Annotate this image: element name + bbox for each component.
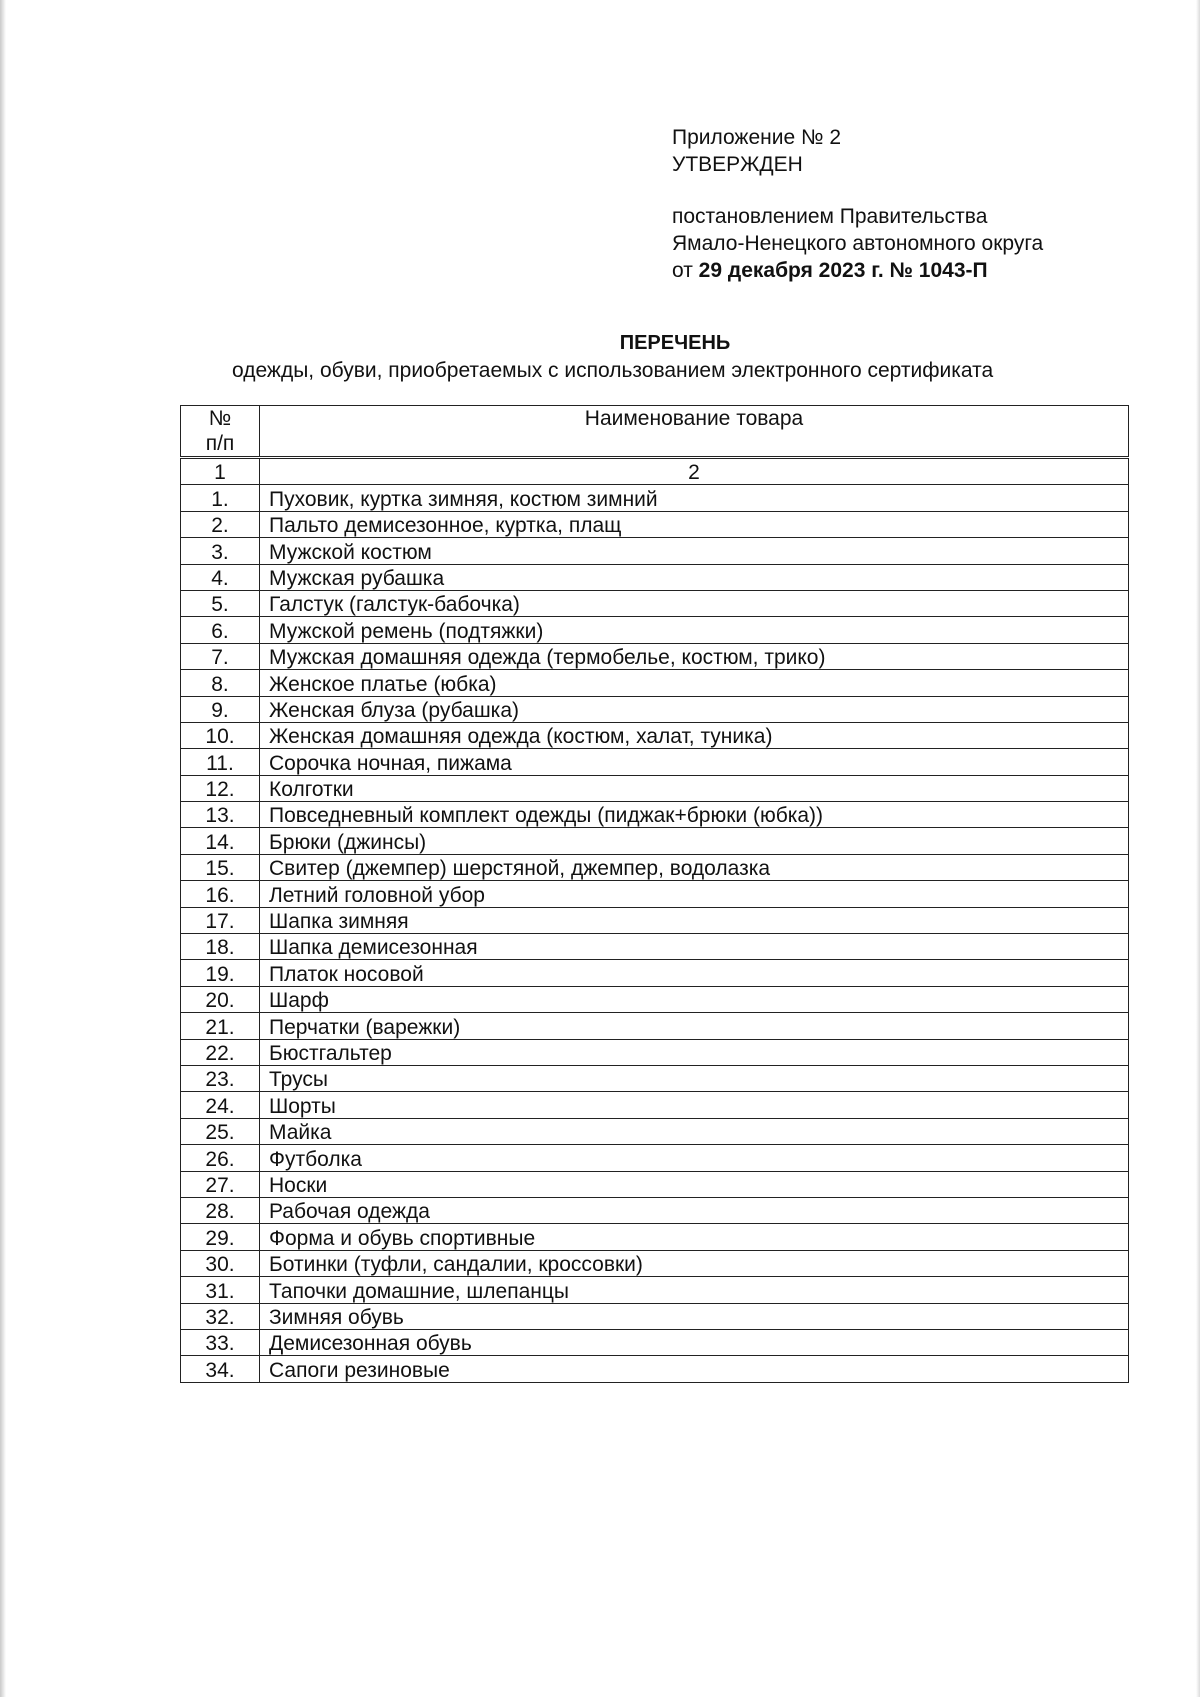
row-number-cell: 29.	[181, 1224, 260, 1250]
appendix-label: Приложение № 2	[672, 126, 842, 149]
row-name-cell: Майка	[260, 1118, 1129, 1144]
row-number-cell: 33.	[181, 1329, 260, 1355]
row-name-cell: Мужской костюм	[260, 538, 1129, 564]
row-number-cell: 24.	[181, 1092, 260, 1118]
row-name-cell: Демисезонная обувь	[260, 1329, 1129, 1355]
table-row	[181, 564, 1129, 590]
row-name-cell: Свитер (джемпер) шерстяной, джемпер, водолазка	[260, 854, 1129, 880]
table-row	[181, 854, 1129, 880]
table-row	[181, 1145, 1129, 1171]
row-name-cell: Брюки (джинсы)	[260, 828, 1129, 854]
row-number-cell: 19.	[181, 960, 260, 986]
row-number-cell: 2.	[181, 511, 260, 537]
row-number-cell: 27.	[181, 1171, 260, 1197]
table-row	[181, 1250, 1129, 1276]
table-row	[181, 828, 1129, 854]
table-row	[181, 1118, 1129, 1144]
row-name-cell: Женская блуза (рубашка)	[260, 696, 1129, 722]
row-name-cell: Сапоги резиновые	[260, 1356, 1129, 1382]
table-row	[181, 1224, 1129, 1250]
row-name-cell: Галстук (галстук-бабочка)	[260, 590, 1129, 616]
table-row	[181, 1356, 1129, 1382]
row-name-cell: Ботинки (туфли, сандалии, кроссовки)	[260, 1250, 1129, 1276]
row-name-cell: Футболка	[260, 1145, 1129, 1171]
row-number-cell: 17.	[181, 907, 260, 933]
table-row	[181, 485, 1129, 511]
row-number-cell: 25.	[181, 1118, 260, 1144]
approval-date-number: 29 декабря 2023 г. № 1043-П	[698, 259, 988, 282]
table-row	[181, 881, 1129, 907]
header-name-label: Наименование товара	[584, 407, 804, 430]
row-number-cell: 21.	[181, 1013, 260, 1039]
row-number-cell: 16.	[181, 881, 260, 907]
table-row	[181, 590, 1129, 616]
table-row	[181, 934, 1129, 960]
table-row	[181, 1039, 1129, 1065]
table-row	[181, 722, 1129, 748]
row-number-cell: 23.	[181, 1065, 260, 1091]
row-name-cell: Шарф	[260, 986, 1129, 1012]
row-number-cell: 6.	[181, 617, 260, 643]
header-number-cell	[181, 406, 260, 458]
table-column-numbers-row	[181, 458, 1129, 485]
approval-line-2: Ямало-Ненецкого автономного округа	[672, 232, 1044, 255]
row-name-cell: Зимняя обувь	[260, 1303, 1129, 1329]
row-number-cell: 15.	[181, 854, 260, 880]
header-number-label: № п/п	[205, 407, 235, 455]
document-subtitle: одежды, обуви, приобретаемых с использованием электронного сертификата	[232, 359, 994, 382]
row-number-cell: 4.	[181, 564, 260, 590]
row-number-cell: 8.	[181, 670, 260, 696]
row-number-cell: 28.	[181, 1197, 260, 1223]
document-title: ПЕРЕЧЕНЬ	[619, 332, 731, 354]
table-row	[181, 1171, 1129, 1197]
row-name-cell: Носки	[260, 1171, 1129, 1197]
row-number-cell: 11.	[181, 749, 260, 775]
row-number-cell: 3.	[181, 538, 260, 564]
row-number-cell: 12.	[181, 775, 260, 801]
column-number-2: 2	[260, 458, 1129, 485]
column-number-1: 1	[181, 458, 260, 485]
row-number-cell: 34.	[181, 1356, 260, 1382]
approved-label: УТВЕРЖДЕН	[672, 153, 803, 176]
row-name-cell: Мужской ремень (подтяжки)	[260, 617, 1129, 643]
table-row	[181, 1197, 1129, 1223]
table-row	[181, 511, 1129, 537]
row-number-cell: 1.	[181, 485, 260, 511]
row-number-cell: 26.	[181, 1145, 260, 1171]
table-row	[181, 1065, 1129, 1091]
table-row	[181, 643, 1129, 669]
row-name-cell: Шорты	[260, 1092, 1129, 1118]
table-row	[181, 775, 1129, 801]
table-row	[181, 749, 1129, 775]
approval-line-1: постановлением Правительства	[672, 205, 988, 228]
goods-table	[180, 405, 1129, 1383]
table-row	[181, 538, 1129, 564]
row-name-cell: Платок носовой	[260, 960, 1129, 986]
row-name-cell: Бюстгальтер	[260, 1039, 1129, 1065]
row-name-cell: Мужская домашняя одежда (термобелье, костюм, трико)	[260, 643, 1129, 669]
table-row	[181, 802, 1129, 828]
row-name-cell: Пуховик, куртка зимняя, костюм зимний	[260, 485, 1129, 511]
approval-block	[672, 124, 1132, 284]
approval-spacer	[672, 178, 1132, 203]
table-row	[181, 617, 1129, 643]
row-number-cell: 20.	[181, 986, 260, 1012]
row-name-cell: Трусы	[260, 1065, 1129, 1091]
row-name-cell: Шапка демисезонная	[260, 934, 1129, 960]
row-name-cell: Колготки	[260, 775, 1129, 801]
header-name-cell	[260, 406, 1129, 458]
table-row	[181, 1013, 1129, 1039]
row-number-cell: 22.	[181, 1039, 260, 1065]
row-number-cell: 30.	[181, 1250, 260, 1276]
row-name-cell: Сорочка ночная, пижама	[260, 749, 1129, 775]
page-right-edge	[1196, 0, 1200, 1697]
row-number-cell: 7.	[181, 643, 260, 669]
row-name-cell: Мужская рубашка	[260, 564, 1129, 590]
row-name-cell: Пальто демисезонное, куртка, плащ	[260, 511, 1129, 537]
row-name-cell: Летний головной убор	[260, 881, 1129, 907]
row-name-cell: Рабочая одежда	[260, 1197, 1129, 1223]
document-title-block	[0, 330, 1200, 382]
table-header-row	[181, 406, 1129, 458]
table-row	[181, 1303, 1129, 1329]
page-left-edge	[0, 0, 6, 1697]
row-name-cell: Повседневный комплект одежды (пиджак+брюки (юбка))	[260, 802, 1129, 828]
table-row	[181, 696, 1129, 722]
row-number-cell: 14.	[181, 828, 260, 854]
row-number-cell: 9.	[181, 696, 260, 722]
table-row	[181, 960, 1129, 986]
table-row	[181, 1092, 1129, 1118]
row-name-cell: Женская домашняя одежда (костюм, халат, туника)	[260, 722, 1129, 748]
row-name-cell: Перчатки (варежки)	[260, 1013, 1129, 1039]
row-number-cell: 32.	[181, 1303, 260, 1329]
approval-date-prefix: от	[672, 259, 699, 282]
table-row	[181, 907, 1129, 933]
row-name-cell: Шапка зимняя	[260, 907, 1129, 933]
table-row	[181, 1329, 1129, 1355]
row-name-cell: Тапочки домашние, шлепанцы	[260, 1277, 1129, 1303]
row-number-cell: 31.	[181, 1277, 260, 1303]
row-number-cell: 10.	[181, 722, 260, 748]
table-row	[181, 670, 1129, 696]
row-number-cell: 18.	[181, 934, 260, 960]
table-row	[181, 1277, 1129, 1303]
row-number-cell: 13.	[181, 802, 260, 828]
row-number-cell: 5.	[181, 590, 260, 616]
approval-date	[672, 257, 1132, 284]
table-row	[181, 986, 1129, 1012]
row-name-cell: Форма и обувь спортивные	[260, 1224, 1129, 1250]
row-name-cell: Женское платье (юбка)	[260, 670, 1129, 696]
